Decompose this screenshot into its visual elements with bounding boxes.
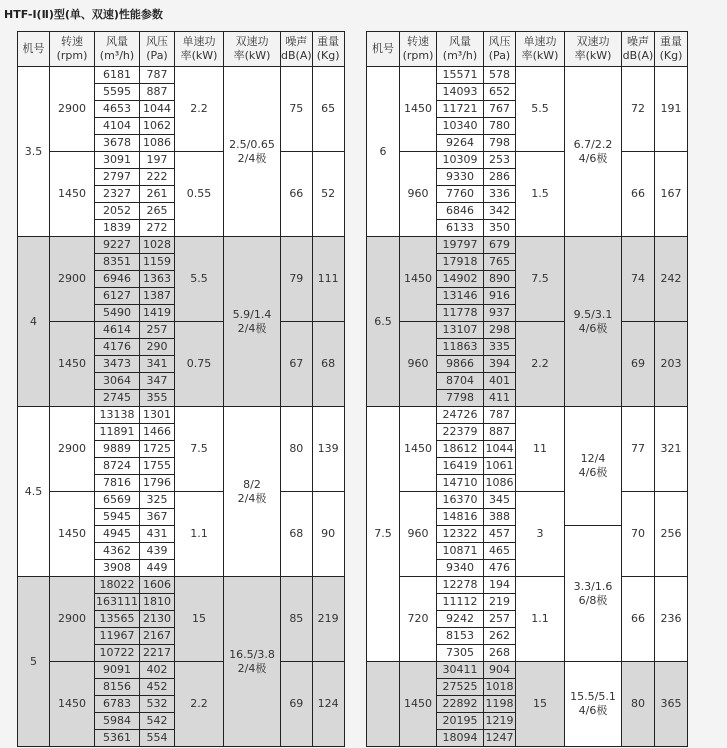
airflow-cell: 3678 (95, 135, 140, 152)
pressure-cell: 1387 (140, 288, 175, 305)
airflow-cell: 14710 (437, 475, 484, 492)
airflow-cell: 4104 (95, 118, 140, 135)
model-group (367, 237, 688, 407)
airflow-cell: 12278 (437, 577, 484, 594)
weight-cell: 256 (655, 492, 688, 577)
pressure-cell: 2217 (140, 645, 175, 662)
model-cell: 3.5 (18, 67, 50, 237)
pressure-cell: 347 (140, 373, 175, 390)
airflow-cell: 5945 (95, 509, 140, 526)
airflow-cell: 22379 (437, 424, 484, 441)
weight-cell: 236 (655, 577, 688, 662)
table-row (18, 577, 345, 594)
airflow-cell: 4653 (95, 101, 140, 118)
page-title: HTF-Ⅰ(Ⅱ)型(单、双速)性能参数 (4, 8, 163, 21)
airflow-cell: 11863 (437, 339, 484, 356)
dual-power-cell: 8/2 2/4极 (224, 407, 281, 577)
speed-cell: 1450 (400, 662, 437, 747)
table-row (18, 492, 345, 509)
airflow-cell: 27525 (437, 679, 484, 696)
single-power-cell: 11 (516, 407, 565, 492)
noise-cell: 68 (281, 492, 313, 577)
airflow-cell: 9091 (95, 662, 140, 679)
pressure-cell: 1086 (140, 135, 175, 152)
dual-power-cell: 5.9/1.4 2/4极 (224, 237, 281, 407)
noise-cell: 67 (281, 322, 313, 407)
single-power-cell: 7.5 (175, 407, 224, 492)
model-group (367, 67, 688, 237)
pressure-cell: 554 (140, 730, 175, 747)
airflow-cell: 10309 (437, 152, 484, 169)
airflow-cell: 6181 (95, 67, 140, 84)
pressure-cell: 532 (140, 696, 175, 713)
pressure-cell: 262 (484, 628, 516, 645)
pressure-cell: 904 (484, 662, 516, 679)
speed-cell: 960 (400, 322, 437, 407)
single-power-cell: 0.75 (175, 322, 224, 407)
pressure-cell: 1419 (140, 305, 175, 322)
single-power-cell: 7.5 (516, 237, 565, 322)
model-cell: 5 (18, 577, 50, 747)
header-noise: 噪声 dB(A) (281, 32, 313, 67)
airflow-cell: 9242 (437, 611, 484, 628)
pressure-cell: 290 (140, 339, 175, 356)
table-row (18, 662, 345, 679)
model-group (18, 237, 345, 407)
model-group (18, 67, 345, 237)
model-group (18, 407, 345, 577)
single-power-cell: 5.5 (516, 67, 565, 152)
pressure-cell: 452 (140, 679, 175, 696)
airflow-cell: 6127 (95, 288, 140, 305)
pressure-cell: 197 (140, 152, 175, 169)
weight-cell: 242 (655, 237, 688, 322)
header-dual-power: 双速功 率(kW) (565, 32, 622, 67)
single-power-cell: 15 (175, 577, 224, 662)
noise-cell: 66 (622, 577, 655, 662)
pressure-cell: 767 (484, 101, 516, 118)
airflow-cell: 11967 (95, 628, 140, 645)
speed-cell: 1450 (400, 67, 437, 152)
header-single-power: 单速功 率(kW) (516, 32, 565, 67)
noise-cell: 69 (622, 322, 655, 407)
airflow-cell: 2327 (95, 186, 140, 203)
pressure-cell: 1466 (140, 424, 175, 441)
dual-power-cell: 9.5/3.1 4/6极 (565, 237, 622, 407)
airflow-cell: 13146 (437, 288, 484, 305)
model-group (367, 662, 688, 747)
airflow-cell: 163111 (95, 594, 140, 611)
table-row (18, 67, 345, 84)
header-weight: 重量 (Kg) (655, 32, 688, 67)
airflow-cell: 24726 (437, 407, 484, 424)
performance-table-left (17, 31, 345, 747)
airflow-cell: 22892 (437, 696, 484, 713)
pressure-cell: 2130 (140, 611, 175, 628)
header-weight: 重量 (Kg) (312, 32, 344, 67)
single-power-cell: 1.5 (516, 152, 565, 237)
weight-cell: 68 (312, 322, 344, 407)
noise-cell: 75 (281, 67, 313, 152)
airflow-cell: 10722 (95, 645, 140, 662)
pressure-cell: 1301 (140, 407, 175, 424)
noise-cell: 69 (281, 662, 313, 747)
pressure-cell: 1247 (484, 730, 516, 747)
pressure-cell: 1044 (484, 441, 516, 458)
table-row (18, 237, 345, 254)
table-row (18, 152, 345, 169)
pressure-cell: 1810 (140, 594, 175, 611)
pressure-cell: 345 (484, 492, 516, 509)
airflow-cell: 8351 (95, 254, 140, 271)
pressure-cell: 1018 (484, 679, 516, 696)
pressure-cell: 449 (140, 560, 175, 577)
speed-cell: 1450 (50, 662, 95, 747)
model-cell (367, 662, 400, 747)
weight-cell: 219 (312, 577, 344, 662)
pressure-cell: 411 (484, 390, 516, 407)
dual-power-cell: 12/4 4/6极 (565, 407, 622, 526)
table-row (18, 407, 345, 424)
single-power-cell: 15 (516, 662, 565, 747)
weight-cell: 90 (312, 492, 344, 577)
model-cell: 6.5 (367, 237, 400, 407)
pressure-cell: 1755 (140, 458, 175, 475)
weight-cell: 65 (312, 67, 344, 152)
airflow-cell: 14816 (437, 509, 484, 526)
airflow-cell: 2745 (95, 390, 140, 407)
airflow-cell: 16370 (437, 492, 484, 509)
speed-cell: 1450 (400, 237, 437, 322)
header-single-power: 单速功 率(kW) (175, 32, 224, 67)
airflow-cell: 6946 (95, 271, 140, 288)
pressure-cell: 578 (484, 67, 516, 84)
speed-cell: 2900 (50, 67, 95, 152)
airflow-cell: 2052 (95, 203, 140, 220)
table-row (18, 322, 345, 339)
table-row (367, 662, 688, 679)
pressure-cell: 367 (140, 509, 175, 526)
noise-cell: 85 (281, 577, 313, 662)
table-row (367, 237, 688, 254)
airflow-cell: 16419 (437, 458, 484, 475)
pressure-cell: 542 (140, 713, 175, 730)
pressure-cell: 325 (140, 492, 175, 509)
weight-cell: 167 (655, 152, 688, 237)
airflow-cell: 5984 (95, 713, 140, 730)
table-row (367, 407, 688, 424)
pressure-cell: 476 (484, 560, 516, 577)
pressure-cell: 798 (484, 135, 516, 152)
pressure-cell: 431 (140, 526, 175, 543)
airflow-cell: 6783 (95, 696, 140, 713)
airflow-cell: 1839 (95, 220, 140, 237)
pressure-cell: 887 (484, 424, 516, 441)
pressure-cell: 298 (484, 322, 516, 339)
speed-cell: 1450 (50, 322, 95, 407)
noise-cell: 70 (622, 492, 655, 577)
speed-cell: 2900 (50, 577, 95, 662)
airflow-cell: 3908 (95, 560, 140, 577)
pressure-cell: 1198 (484, 696, 516, 713)
airflow-cell: 30411 (437, 662, 484, 679)
dual-power-cell: 6.7/2.2 4/6极 (565, 67, 622, 237)
pressure-cell: 1796 (140, 475, 175, 492)
pressure-cell: 268 (484, 645, 516, 662)
header-speed: 转速 (rpm) (400, 32, 437, 67)
airflow-cell: 9889 (95, 441, 140, 458)
pressure-cell: 355 (140, 390, 175, 407)
pressure-cell: 787 (140, 67, 175, 84)
pressure-cell: 1219 (484, 713, 516, 730)
airflow-cell: 11112 (437, 594, 484, 611)
pressure-cell: 222 (140, 169, 175, 186)
model-cell: 6 (367, 67, 400, 237)
pressure-cell: 272 (140, 220, 175, 237)
airflow-cell: 3064 (95, 373, 140, 390)
airflow-cell: 14902 (437, 271, 484, 288)
pressure-cell: 1062 (140, 118, 175, 135)
model-group (367, 407, 688, 662)
pressure-cell: 1028 (140, 237, 175, 254)
noise-cell: 66 (622, 152, 655, 237)
airflow-cell: 11891 (95, 424, 140, 441)
dual-power-cell: 2.5/0.65 2/4极 (224, 67, 281, 237)
airflow-cell: 15571 (437, 67, 484, 84)
weight-cell: 203 (655, 322, 688, 407)
pressure-cell: 787 (484, 407, 516, 424)
airflow-cell: 6133 (437, 220, 484, 237)
pressure-cell: 887 (140, 84, 175, 101)
airflow-cell: 13565 (95, 611, 140, 628)
pressure-cell: 341 (140, 356, 175, 373)
table-row (367, 577, 688, 594)
airflow-cell: 8724 (95, 458, 140, 475)
pressure-cell: 1086 (484, 475, 516, 492)
pressure-cell: 219 (484, 594, 516, 611)
pressure-cell: 265 (140, 203, 175, 220)
pressure-cell: 2167 (140, 628, 175, 645)
airflow-cell: 8156 (95, 679, 140, 696)
pressure-cell: 194 (484, 577, 516, 594)
pressure-cell: 335 (484, 339, 516, 356)
pressure-cell: 286 (484, 169, 516, 186)
airflow-cell: 7305 (437, 645, 484, 662)
single-power-cell: 3 (516, 492, 565, 577)
header-pressure: 风压 (Pa) (484, 32, 516, 67)
airflow-cell: 4362 (95, 543, 140, 560)
weight-cell: 111 (312, 237, 344, 322)
speed-cell: 2900 (50, 237, 95, 322)
airflow-cell: 14093 (437, 84, 484, 101)
weight-cell: 52 (312, 152, 344, 237)
pressure-cell: 1606 (140, 577, 175, 594)
pressure-cell: 916 (484, 288, 516, 305)
airflow-cell: 12322 (437, 526, 484, 543)
pressure-cell: 890 (484, 271, 516, 288)
noise-cell: 79 (281, 237, 313, 322)
single-power-cell: 2.2 (516, 322, 565, 407)
pressure-cell: 336 (484, 186, 516, 203)
header-model: 机号 (18, 32, 50, 67)
pressure-cell: 350 (484, 220, 516, 237)
airflow-cell: 18612 (437, 441, 484, 458)
airflow-cell: 2797 (95, 169, 140, 186)
airflow-cell: 9264 (437, 135, 484, 152)
pressure-cell: 1061 (484, 458, 516, 475)
airflow-cell: 6846 (437, 203, 484, 220)
noise-cell: 72 (622, 67, 655, 152)
airflow-cell: 9227 (95, 237, 140, 254)
airflow-cell: 18022 (95, 577, 140, 594)
airflow-cell: 7816 (95, 475, 140, 492)
noise-cell: 66 (281, 152, 313, 237)
airflow-cell: 9866 (437, 356, 484, 373)
speed-cell: 2900 (50, 407, 95, 492)
airflow-cell: 8704 (437, 373, 484, 390)
speed-cell: 1450 (50, 152, 95, 237)
pressure-cell: 679 (484, 237, 516, 254)
airflow-cell: 18094 (437, 730, 484, 747)
airflow-cell: 6569 (95, 492, 140, 509)
table-row (367, 492, 688, 509)
weight-cell: 321 (655, 407, 688, 492)
model-group (18, 577, 345, 747)
airflow-cell: 13107 (437, 322, 484, 339)
speed-cell: 720 (400, 577, 437, 662)
pressure-cell: 394 (484, 356, 516, 373)
pressure-cell: 765 (484, 254, 516, 271)
airflow-cell: 11778 (437, 305, 484, 322)
header-airflow: 风量 (m³/h) (437, 32, 484, 67)
dual-power-cell: 16.5/3.8 2/4极 (224, 577, 281, 747)
header-speed: 转速 (rpm) (50, 32, 95, 67)
pressure-cell: 937 (484, 305, 516, 322)
header-model: 机号 (367, 32, 400, 67)
airflow-cell: 10871 (437, 543, 484, 560)
weight-cell: 124 (312, 662, 344, 747)
model-cell: 4.5 (18, 407, 50, 577)
pressure-cell: 780 (484, 118, 516, 135)
table-row (367, 67, 688, 84)
speed-cell: 960 (400, 152, 437, 237)
airflow-cell: 8153 (437, 628, 484, 645)
speed-cell: 1450 (50, 492, 95, 577)
header-pressure: 风压 (Pa) (140, 32, 175, 67)
airflow-cell: 17918 (437, 254, 484, 271)
airflow-cell: 7760 (437, 186, 484, 203)
airflow-cell: 9330 (437, 169, 484, 186)
pressure-cell: 1363 (140, 271, 175, 288)
airflow-cell: 19797 (437, 237, 484, 254)
airflow-cell: 11721 (437, 101, 484, 118)
pressure-cell: 257 (484, 611, 516, 628)
table-row (367, 152, 688, 169)
airflow-cell: 4614 (95, 322, 140, 339)
single-power-cell: 1.1 (516, 577, 565, 662)
single-power-cell: 5.5 (175, 237, 224, 322)
noise-cell: 74 (622, 237, 655, 322)
pressure-cell: 465 (484, 543, 516, 560)
pressure-cell: 388 (484, 509, 516, 526)
pressure-cell: 402 (140, 662, 175, 679)
airflow-cell: 5595 (95, 84, 140, 101)
noise-cell: 80 (281, 407, 313, 492)
pressure-cell: 342 (484, 203, 516, 220)
airflow-cell: 13138 (95, 407, 140, 424)
airflow-cell: 9340 (437, 560, 484, 577)
pressure-cell: 1044 (140, 101, 175, 118)
pressure-cell: 401 (484, 373, 516, 390)
header-airflow: 风量 (m³/h) (95, 32, 140, 67)
model-cell: 7.5 (367, 407, 400, 662)
pressure-cell: 1725 (140, 441, 175, 458)
pressure-cell: 652 (484, 84, 516, 101)
pressure-cell: 1159 (140, 254, 175, 271)
noise-cell: 80 (622, 662, 655, 747)
single-power-cell: 1.1 (175, 492, 224, 577)
airflow-cell: 10340 (437, 118, 484, 135)
airflow-cell: 7798 (437, 390, 484, 407)
airflow-cell: 3473 (95, 356, 140, 373)
dual-power-cell: 3.3/1.6 6/8极 (565, 526, 622, 662)
model-cell: 4 (18, 237, 50, 407)
airflow-cell: 4176 (95, 339, 140, 356)
header-dual-power: 双速功 率(kW) (224, 32, 281, 67)
pressure-cell: 439 (140, 543, 175, 560)
airflow-cell: 3091 (95, 152, 140, 169)
airflow-cell: 4945 (95, 526, 140, 543)
single-power-cell: 2.2 (175, 67, 224, 152)
pressure-cell: 261 (140, 186, 175, 203)
single-power-cell: 0.55 (175, 152, 224, 237)
pressure-cell: 457 (484, 526, 516, 543)
header-noise: 噪声 dB(A) (622, 32, 655, 67)
speed-cell: 1450 (400, 407, 437, 492)
speed-cell: 960 (400, 492, 437, 577)
dual-power-cell: 15.5/5.1 4/6极 (565, 662, 622, 747)
table-row (367, 322, 688, 339)
performance-table-right (366, 31, 688, 747)
airflow-cell: 20195 (437, 713, 484, 730)
pressure-cell: 257 (140, 322, 175, 339)
single-power-cell: 2.2 (175, 662, 224, 747)
airflow-cell: 5490 (95, 305, 140, 322)
airflow-cell: 5361 (95, 730, 140, 747)
noise-cell: 77 (622, 407, 655, 492)
pressure-cell: 253 (484, 152, 516, 169)
weight-cell: 139 (312, 407, 344, 492)
weight-cell: 365 (655, 662, 688, 747)
weight-cell: 191 (655, 67, 688, 152)
